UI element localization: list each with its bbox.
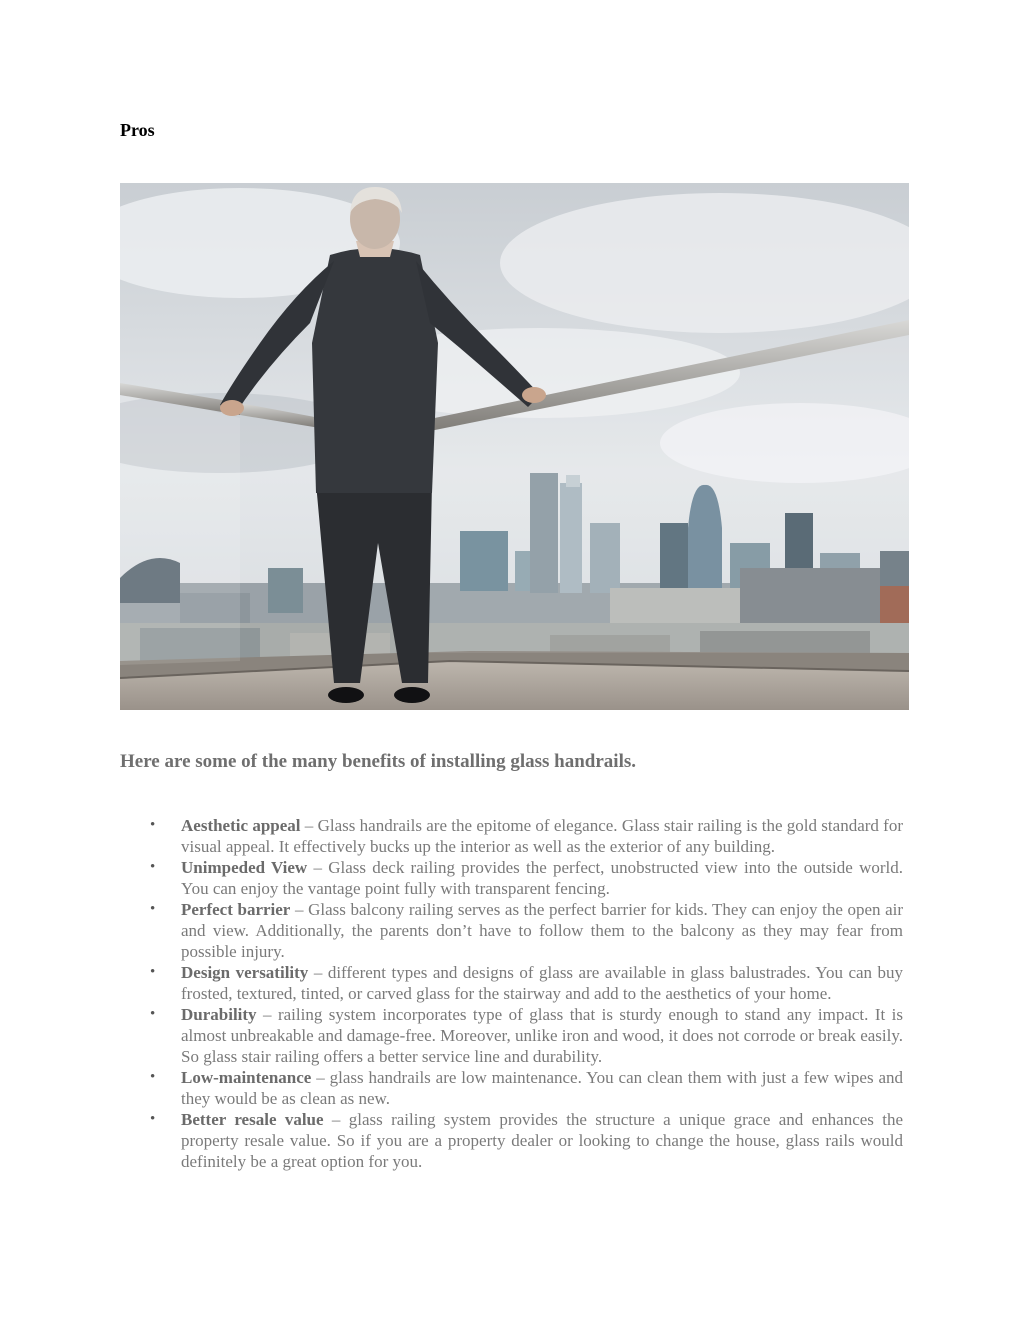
benefit-item-unimpeded-view (181, 857, 903, 899)
benefit-text: glass handrails are low maintenance. You can clean them with just a few wipes and they would be as clean as new. (181, 1068, 904, 1108)
benefits-heading: Here are some of the many benefits of installing glass handrails. (120, 751, 636, 772)
benefit-item-perfect-barrier (181, 899, 903, 962)
benefit-term: Unimpeded View (181, 858, 308, 877)
benefit-item-aesthetic-appeal (181, 815, 903, 857)
benefit-separator: – (331, 1110, 341, 1129)
benefit-item-durability (181, 1004, 903, 1067)
benefit-separator: – (313, 858, 322, 877)
balcony-photo-illustration (120, 183, 909, 710)
benefit-text: Glass deck railing provides the perfect, unobstructed view into the outside world. You can enjoy the vantage point fully with transparent fencing. (181, 858, 903, 898)
benefit-text: glass railing system provides the structure a unique grace and enhances the property resale value. So if you are a property dealer or looking to change the house, glass rails would definitely be a great option for you. (181, 1110, 904, 1171)
benefit-term: Better resale value (181, 1110, 324, 1129)
benefit-text: Glass balcony railing serves as the perfect barrier for kids. They can enjoy the open air and view. Additionally, the parents don’t have to follow them to the balcony as they may fear from possible injury. (181, 900, 904, 961)
benefit-term: Design versatility (181, 963, 309, 982)
benefit-text: different types and designs of glass are available in glass balustrades. You can buy frosted, textured, tinted, or carved glass for the stairway and add to the aesthetics of your home. (181, 963, 904, 1003)
benefit-separator: – (313, 963, 323, 982)
benefit-separator: – (294, 900, 304, 919)
benefit-separator: – (263, 1005, 272, 1024)
benefit-separator: – (316, 1068, 325, 1087)
benefit-text: Glass handrails are the epitome of elegance. Glass stair railing is the gold standard for visual appeal. It effectively bucks up the interior as well as the exterior of any building. (181, 816, 904, 856)
benefit-text: railing system incorporates type of glass that is sturdy enough to stand any impact. It is almost unbreakable and damage-free. Moreover, unlike iron and wood, it does not corrode or break easily. So glass stair railing offers a better service line and durability. (181, 1005, 904, 1066)
page-heading: Pros (120, 120, 155, 140)
benefit-term: Aesthetic appeal (181, 816, 301, 835)
benefits-list (181, 815, 903, 1172)
balcony-photo (120, 183, 909, 710)
benefit-term: Low-maintenance (181, 1068, 312, 1087)
benefit-term: Durability (181, 1005, 257, 1024)
benefit-item-design-versatility (181, 962, 903, 1004)
benefit-item-better-resale-value (181, 1109, 903, 1172)
benefit-separator: – (304, 816, 314, 835)
benefit-term: Perfect barrier (181, 900, 291, 919)
benefit-item-low-maintenance (181, 1067, 903, 1109)
